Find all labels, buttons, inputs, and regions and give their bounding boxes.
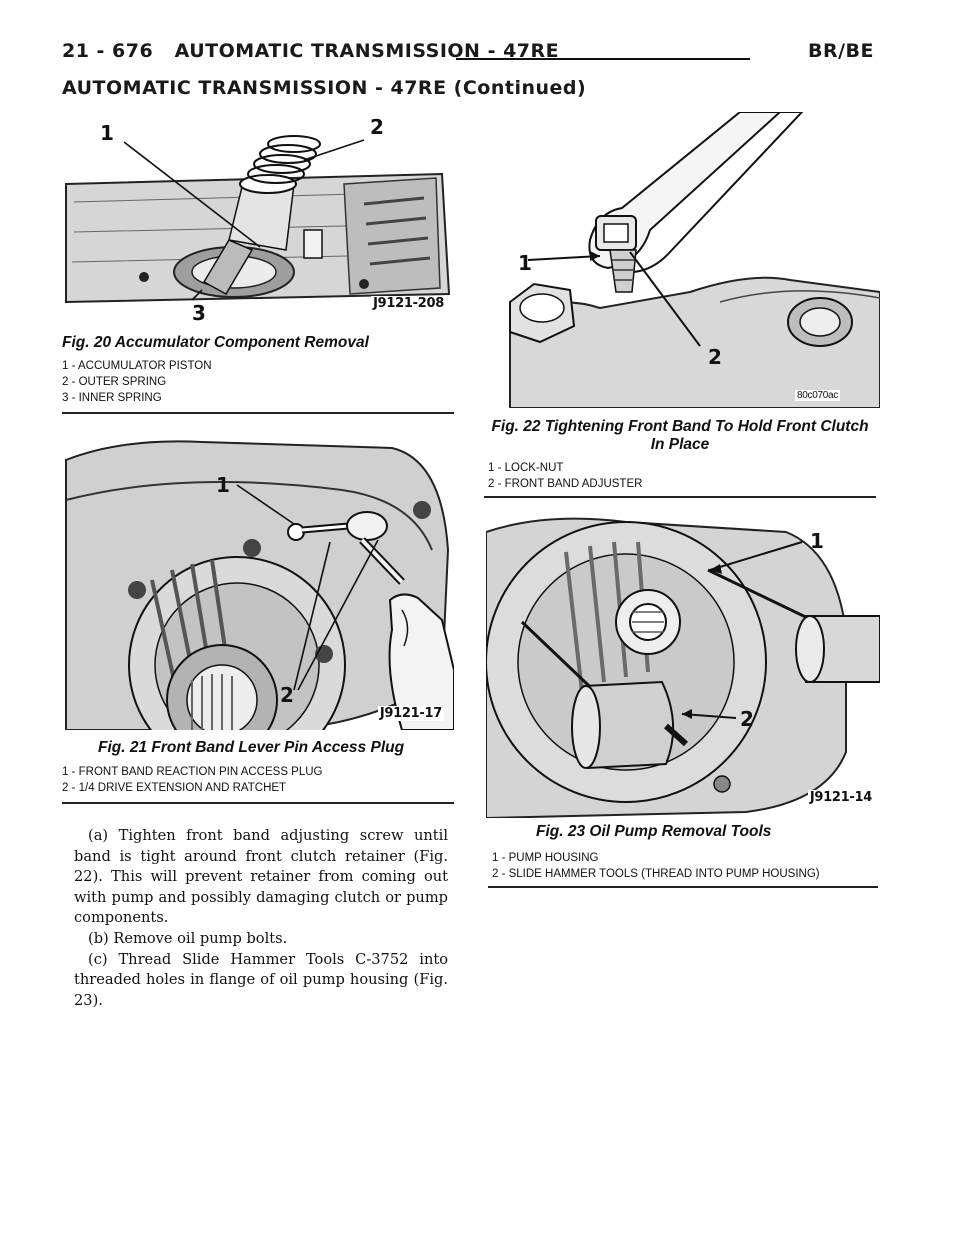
fig20-caption: Fig. 20 Accumulator Component Removal	[62, 334, 369, 351]
fig22-caption-line-2: In Place	[650, 436, 710, 453]
fig20-illustration	[64, 112, 452, 328]
step-b: (b) Remove oil pump bolts.	[88, 929, 288, 947]
fig20-callout-1: 1	[100, 121, 114, 145]
fig21-image-id: J9121-17	[379, 706, 442, 721]
header-rule	[456, 58, 750, 60]
fig22-image-id: 80c070ac	[797, 390, 838, 401]
fig22-illustration	[490, 112, 880, 408]
fig21-legend	[62, 764, 323, 796]
fig23-rule	[488, 886, 878, 888]
chapter-title: AUTOMATIC TRANSMISSION - 47RE	[174, 40, 560, 62]
front-band-adjuster-drawing	[490, 112, 880, 408]
fig22-caption	[484, 418, 876, 454]
step-c: (c) Thread Slide Hammer Tools C-3752 into threaded holes in flange of oil pump housing (Fig. 23).	[74, 950, 448, 1009]
fig23-legend	[492, 850, 820, 882]
step-a: (a) Tighten front band adjusting screw until band is tight around front clutch retainer (Fig. 22). This will prevent retainer from coming out with pump and possibly damaging clutch or pump components.	[74, 827, 448, 927]
fig21-callout-2: 2	[280, 683, 294, 707]
fig20-callout-3: 3	[192, 301, 206, 325]
fig23-callout-1: 1	[810, 529, 824, 553]
fig21-legend-item-1: 1 - FRONT BAND REACTION PIN ACCESS PLUG	[62, 766, 323, 778]
model-code: BR/BE	[807, 40, 874, 62]
section-title: AUTOMATIC TRANSMISSION - 47RE (Continued)	[62, 77, 587, 99]
fig21-legend-item-2: 2 - 1/4 DRIVE EXTENSION AND RATCHET	[62, 782, 287, 794]
fig22-legend-item-1: 1 - LOCK-NUT	[488, 462, 564, 474]
fig23-image-id: J9121-14	[809, 790, 872, 805]
fig20-rule	[62, 412, 454, 414]
procedure-text	[74, 826, 448, 1011]
fig20-legend-item-1: 1 - ACCUMULATOR PISTON	[62, 360, 212, 372]
fig23-legend-item-1: 1 - PUMP HOUSING	[492, 852, 599, 864]
fig22-rule	[484, 496, 876, 498]
fig22-callout-2: 2	[708, 345, 722, 369]
oil-pump-removal-drawing	[486, 512, 880, 818]
fig22-legend-item-2: 2 - FRONT BAND ADJUSTER	[488, 478, 643, 490]
fig20-legend-item-3: 3 - INNER SPRING	[62, 392, 162, 404]
fig21-callout-1: 1	[216, 473, 230, 497]
fig20-legend	[62, 358, 212, 406]
fig20-callout-2: 2	[370, 115, 384, 139]
fig21-caption: Fig. 21 Front Band Lever Pin Access Plug	[98, 739, 405, 756]
fig21-rule	[62, 802, 454, 804]
page-number: 21 - 676	[62, 40, 154, 62]
fig21-illustration	[62, 430, 454, 730]
fig20-image-id: J9121-208	[373, 296, 444, 311]
fig22-caption-line-1: Fig. 22 Tightening Front Band To Hold Front Clutch	[491, 418, 869, 435]
front-band-drawing	[62, 430, 454, 730]
fig23-caption: Fig. 23 Oil Pump Removal Tools	[536, 823, 772, 840]
fig23-illustration	[486, 512, 880, 818]
fig23-legend-item-2: 2 - SLIDE HAMMER TOOLS (THREAD INTO PUMP HOUSING)	[492, 868, 820, 880]
fig23-callout-2: 2	[740, 707, 754, 731]
fig20-legend-item-2: 2 - OUTER SPRING	[62, 376, 167, 388]
fig22-callout-1: 1	[518, 251, 532, 275]
fig22-legend	[488, 460, 642, 492]
